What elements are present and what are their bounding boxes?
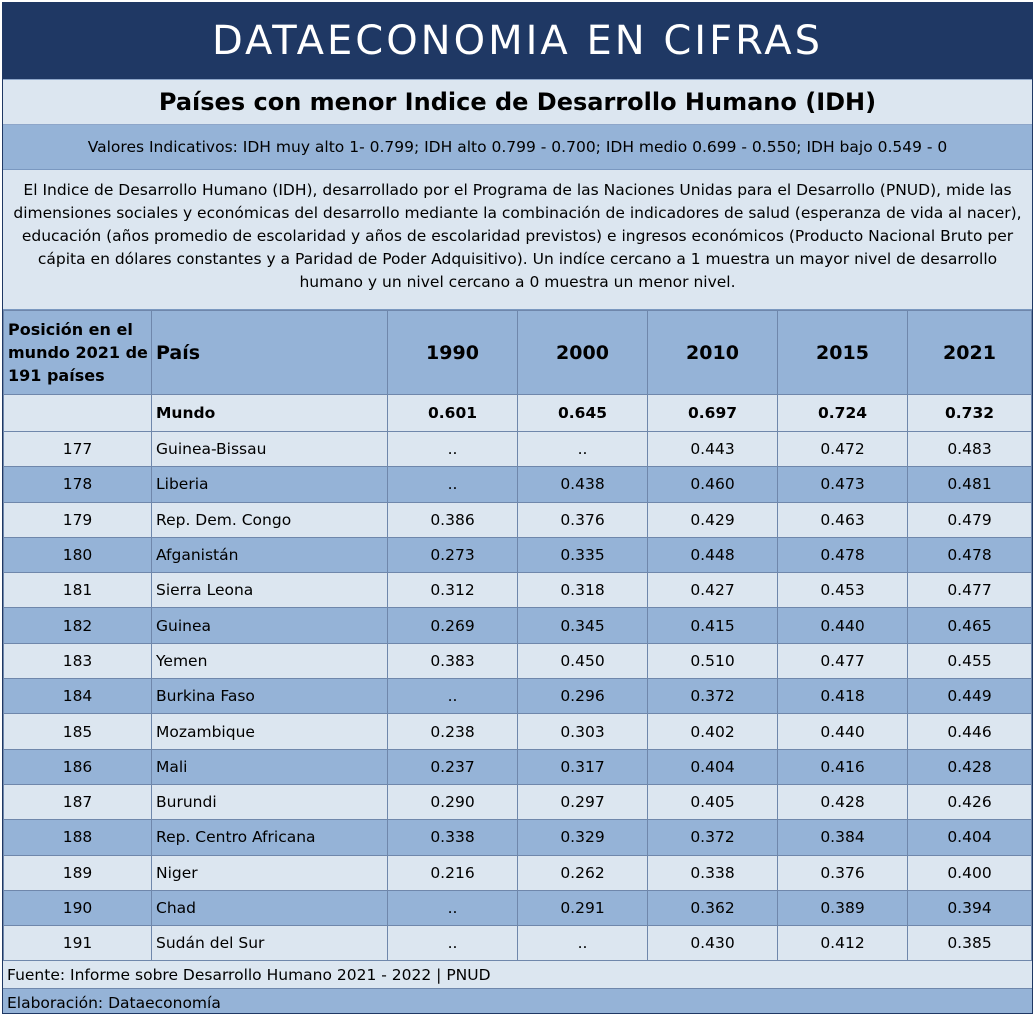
table-row <box>4 643 1032 678</box>
table-row-world <box>4 395 1032 432</box>
cell-country: Afganistán <box>152 537 388 572</box>
cell-country: Burundi <box>152 784 388 819</box>
header-2010: 2010 <box>648 311 778 395</box>
cell-1990: 0.290 <box>388 784 518 819</box>
cell-position: 185 <box>4 714 152 749</box>
cell-2015: 0.440 <box>778 714 908 749</box>
cell-1990: .. <box>388 679 518 714</box>
cell-country: Chad <box>152 890 388 925</box>
cell-2000: 0.303 <box>518 714 648 749</box>
cell-position: 179 <box>4 502 152 537</box>
cell-position: 191 <box>4 926 152 961</box>
cell-1990: 0.386 <box>388 502 518 537</box>
cell-country: Mozambique <box>152 714 388 749</box>
cell-1990: 0.237 <box>388 749 518 784</box>
cell-2021: 0.481 <box>908 467 1032 502</box>
cell-1990: .. <box>388 467 518 502</box>
header-position: Posición en el mundo 2021 de 191 países <box>4 311 152 395</box>
cell-2000: .. <box>518 926 648 961</box>
cell-2000: 0.262 <box>518 855 648 890</box>
cell-2015: 0.473 <box>778 467 908 502</box>
table-header-row <box>4 311 1032 395</box>
cell-2015: 0.440 <box>778 608 908 643</box>
cell-country: Guinea-Bissau <box>152 432 388 467</box>
cell-2021: 0.446 <box>908 714 1032 749</box>
table-row <box>4 573 1032 608</box>
cell-country: Sudán del Sur <box>152 926 388 961</box>
cell-2000: 0.291 <box>518 890 648 925</box>
table-row <box>4 855 1032 890</box>
cell-2000: 0.376 <box>518 502 648 537</box>
cell-2010: 0.429 <box>648 502 778 537</box>
cell-2010: 0.338 <box>648 855 778 890</box>
infographic <box>2 2 1033 1014</box>
cell-country: Niger <box>152 855 388 890</box>
cell-1990: 0.312 <box>388 573 518 608</box>
cell-2010: 0.430 <box>648 926 778 961</box>
cell-2000: 0.438 <box>518 467 648 502</box>
cell-1990: 0.383 <box>388 643 518 678</box>
cell-2021: 0.404 <box>908 820 1032 855</box>
author-note: Elaboración: Dataeconomía <box>3 989 1032 1014</box>
header-2021: 2021 <box>908 311 1032 395</box>
cell-1990: .. <box>388 432 518 467</box>
cell-2015: 0.376 <box>778 855 908 890</box>
cell-country: Mundo <box>152 395 388 432</box>
cell-2015: 0.412 <box>778 926 908 961</box>
cell-1990: 0.269 <box>388 608 518 643</box>
cell-1990: 0.273 <box>388 537 518 572</box>
cell-2010: 0.460 <box>648 467 778 502</box>
cell-position: 184 <box>4 679 152 714</box>
cell-2021: 0.449 <box>908 679 1032 714</box>
table-row <box>4 749 1032 784</box>
cell-country: Liberia <box>152 467 388 502</box>
cell-2015: 0.416 <box>778 749 908 784</box>
cell-2000: .. <box>518 432 648 467</box>
cell-2000: 0.297 <box>518 784 648 819</box>
header-1990: 1990 <box>388 311 518 395</box>
cell-country: Yemen <box>152 643 388 678</box>
cell-position: 188 <box>4 820 152 855</box>
cell-2010: 0.510 <box>648 643 778 678</box>
cell-country: Rep. Dem. Congo <box>152 502 388 537</box>
cell-country: Sierra Leona <box>152 573 388 608</box>
cell-2000: 0.450 <box>518 643 648 678</box>
cell-position: 187 <box>4 784 152 819</box>
cell-2010: 0.405 <box>648 784 778 819</box>
cell-2015: 0.477 <box>778 643 908 678</box>
cell-position: 183 <box>4 643 152 678</box>
page-title: Países con menor Indice de Desarrollo Humano (IDH) <box>3 79 1032 125</box>
table-row <box>4 926 1032 961</box>
cell-2000: 0.317 <box>518 749 648 784</box>
cell-country: Rep. Centro Africana <box>152 820 388 855</box>
cell-position: 190 <box>4 890 152 925</box>
description-text: El Indice de Desarrollo Humano (IDH), desarrollado por el Programa de las Naciones Unidas para el Desarrollo (PNUD), mide las dimensiones sociales y económicas del desarrollo mediante la combinación de indicadores de salud (esperanza de vida al nacer), educación (años promedio de escolaridad y años de escolaridad previstos) e ingresos económicos (Producto Nacional Bruto per cápita en dólares constantes y a Paridad de Poder Adquisitivo). Un indíce cercano a 1 muestra un mayor nivel de desarrollo humano y un nivel cercano a 0 muestra un menor nivel. <box>3 170 1032 310</box>
cell-2021: 0.465 <box>908 608 1032 643</box>
cell-position: 186 <box>4 749 152 784</box>
cell-2021: 0.479 <box>908 502 1032 537</box>
cell-2015: 0.463 <box>778 502 908 537</box>
cell-position: 189 <box>4 855 152 890</box>
cell-2010: 0.372 <box>648 820 778 855</box>
cell-1990: 0.338 <box>388 820 518 855</box>
cell-2015: 0.428 <box>778 784 908 819</box>
cell-2010: 0.404 <box>648 749 778 784</box>
cell-1990: .. <box>388 926 518 961</box>
cell-country: Mali <box>152 749 388 784</box>
header-2015: 2015 <box>778 311 908 395</box>
cell-2000: 0.296 <box>518 679 648 714</box>
cell-2021: 0.478 <box>908 537 1032 572</box>
cell-position: 178 <box>4 467 152 502</box>
cell-2021: 0.394 <box>908 890 1032 925</box>
cell-2021: 0.477 <box>908 573 1032 608</box>
cell-2015: 0.453 <box>778 573 908 608</box>
cell-2021: 0.483 <box>908 432 1032 467</box>
table-row <box>4 784 1032 819</box>
cell-2010: 0.362 <box>648 890 778 925</box>
cell-2010: 0.402 <box>648 714 778 749</box>
cell-2000: 0.345 <box>518 608 648 643</box>
cell-2021: 0.426 <box>908 784 1032 819</box>
cell-2021: 0.732 <box>908 395 1032 432</box>
cell-2021: 0.385 <box>908 926 1032 961</box>
cell-2015: 0.384 <box>778 820 908 855</box>
cell-2010: 0.448 <box>648 537 778 572</box>
cell-position: 181 <box>4 573 152 608</box>
cell-2010: 0.427 <box>648 573 778 608</box>
hdi-table <box>3 310 1032 961</box>
cell-2015: 0.418 <box>778 679 908 714</box>
cell-country: Guinea <box>152 608 388 643</box>
cell-1990: 0.238 <box>388 714 518 749</box>
source-note: Fuente: Informe sobre Desarrollo Humano 2021 - 2022 | PNUD <box>3 961 1032 989</box>
cell-2000: 0.335 <box>518 537 648 572</box>
cell-2010: 0.443 <box>648 432 778 467</box>
cell-2015: 0.472 <box>778 432 908 467</box>
cell-position: 180 <box>4 537 152 572</box>
cell-2015: 0.724 <box>778 395 908 432</box>
table-row <box>4 502 1032 537</box>
table-row <box>4 890 1032 925</box>
table-row <box>4 608 1032 643</box>
cell-2000: 0.329 <box>518 820 648 855</box>
table-row <box>4 679 1032 714</box>
cell-2021: 0.428 <box>908 749 1032 784</box>
banner-title: DATAECONOMIA EN CIFRAS <box>3 3 1032 79</box>
indicative-values: Valores Indicativos: IDH muy alto 1- 0.799; IDH alto 0.799 - 0.700; IDH medio 0.699 - 0.550; IDH bajo 0.549 - 0 <box>3 125 1032 170</box>
cell-2010: 0.372 <box>648 679 778 714</box>
cell-2000: 0.645 <box>518 395 648 432</box>
cell-2015: 0.389 <box>778 890 908 925</box>
cell-position: 177 <box>4 432 152 467</box>
table-row <box>4 432 1032 467</box>
table-row <box>4 467 1032 502</box>
cell-position <box>4 395 152 432</box>
header-country: País <box>152 311 388 395</box>
cell-position: 182 <box>4 608 152 643</box>
cell-1990: .. <box>388 890 518 925</box>
cell-2010: 0.415 <box>648 608 778 643</box>
table-row <box>4 714 1032 749</box>
cell-2021: 0.455 <box>908 643 1032 678</box>
cell-2010: 0.697 <box>648 395 778 432</box>
cell-2015: 0.478 <box>778 537 908 572</box>
cell-1990: 0.601 <box>388 395 518 432</box>
cell-2000: 0.318 <box>518 573 648 608</box>
cell-country: Burkina Faso <box>152 679 388 714</box>
header-2000: 2000 <box>518 311 648 395</box>
cell-2021: 0.400 <box>908 855 1032 890</box>
cell-1990: 0.216 <box>388 855 518 890</box>
table-row <box>4 820 1032 855</box>
table-row <box>4 537 1032 572</box>
